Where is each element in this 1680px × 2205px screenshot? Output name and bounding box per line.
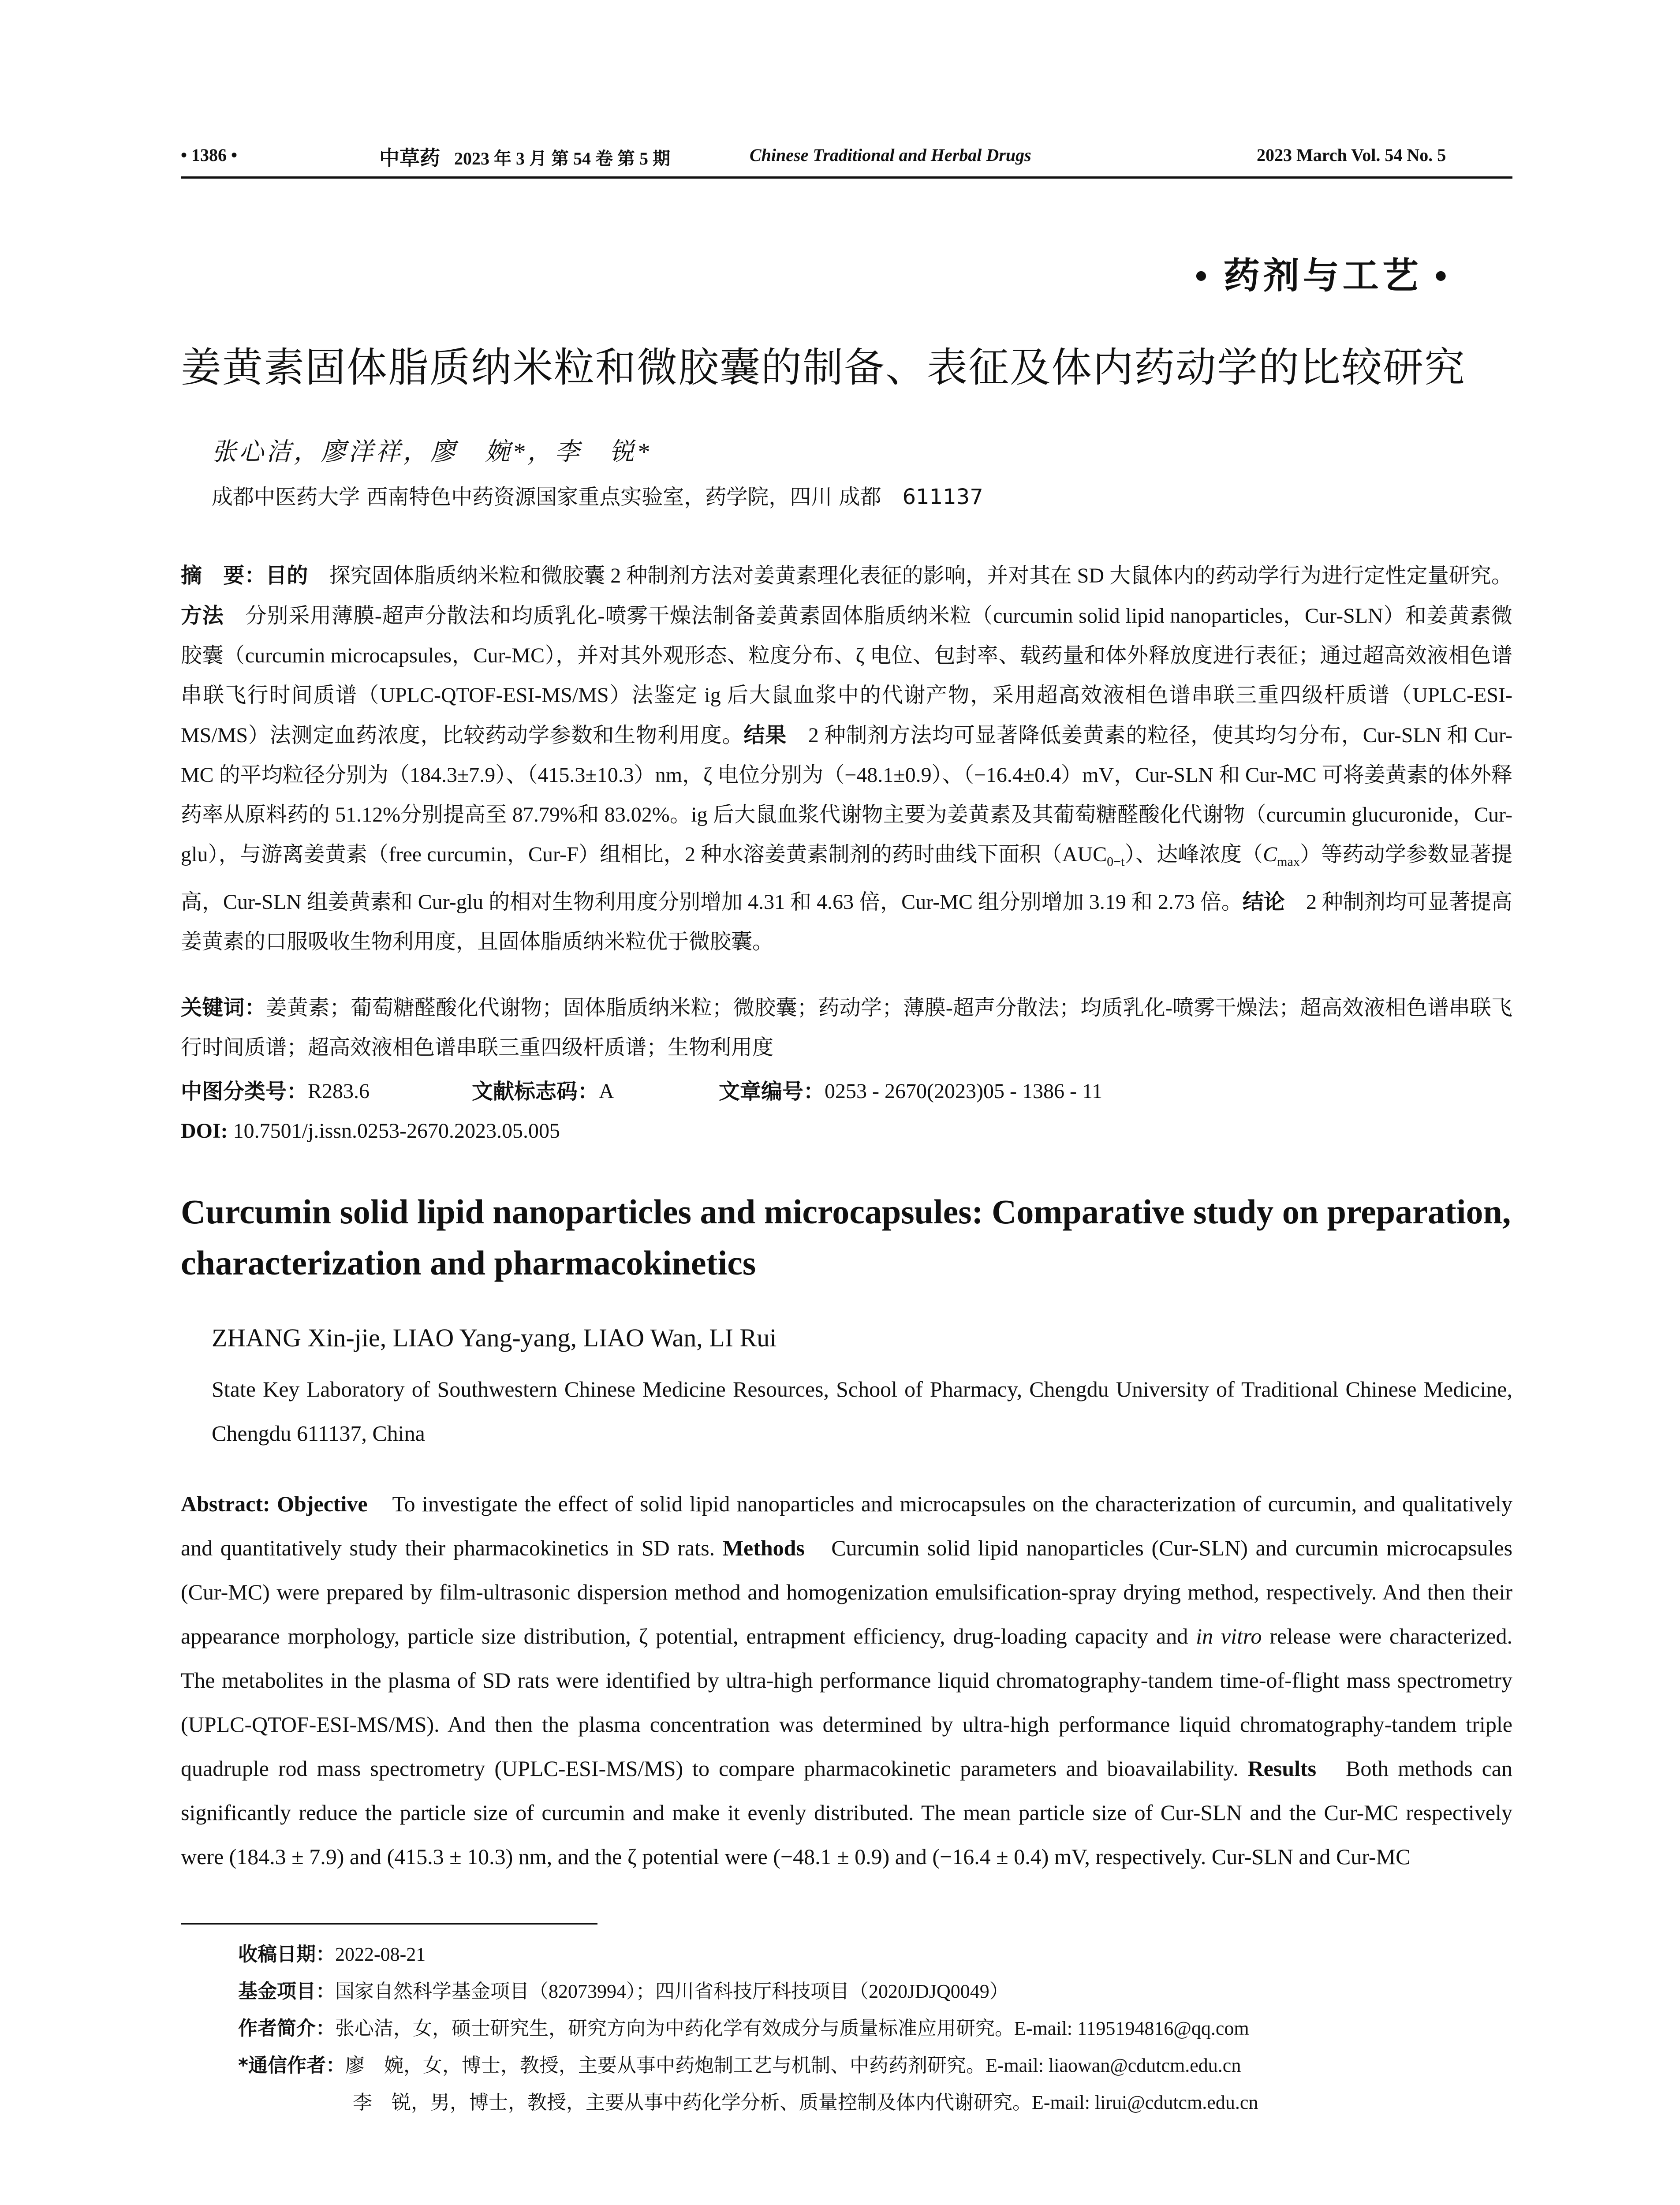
- results-text-cn: 2 种制剂方法均可显著降低姜黄素的粒径，使其均匀分布，Cur-SLN 和 Cur-MC 的平均粒径分别为（184.3±7.9）、（415.3±10.3）nm，ζ 电位分别为（−48.1±0.9）、（−16.4±0.4）mV，Cur-SLN 和 Cur-MC 可将姜黄素的体外释药率从原料药的 51.12%分别提高至 87.79%和 83.02%。ig 后大鼠血浆代谢物主要为姜黄素及其葡萄糖醛酸化代谢物（curcumin glucuronide，Cur-glu），与游离姜黄素（free curcumin，Cur-F）组相比，2 种水溶姜黄素制剂的药时曲线下面积（AUC: [181, 724, 1512, 866]
- issue-cn: 2023 年 3 月 第 54 卷 第 5 期: [454, 149, 670, 168]
- classification-line: [181, 1072, 1512, 1111]
- in-vitro-term: in vitro: [1196, 1624, 1262, 1648]
- results-text-cn-2: ）、达峰浓度（: [1124, 843, 1263, 866]
- results-label-en: Results: [1247, 1756, 1317, 1781]
- received-label: 收稿日期：: [238, 1943, 335, 1966]
- abstract-label-cn: 摘 要：: [181, 563, 266, 588]
- footnote-author: [181, 2010, 1512, 2047]
- corresponding-author-1: 廖 婉，女，博士，教授，主要从事中药炮制工艺与机制、中药药剂研究。E-mail: liaowan@cdutcm.edu.cn: [345, 2055, 1241, 2076]
- auc-subscript: 0−t: [1107, 854, 1125, 869]
- affiliation-en: State Key Laboratory of Southwestern Chinese Medicine Resources, School of Pharmacy, Chengdu University of Traditional Chinese Medicine, Chengdu 611137, China: [212, 1377, 1512, 1446]
- methods-label-en: Methods: [722, 1536, 805, 1560]
- cmax-subscript: max: [1277, 854, 1300, 869]
- clc-value: R283.6: [308, 1080, 370, 1103]
- article-no-label: 文章编号：: [719, 1079, 825, 1104]
- abstract-label-en: Abstract: Objective: [181, 1491, 368, 1516]
- results-label-cn: 结果: [743, 723, 787, 747]
- footnote-received: [181, 1936, 1512, 1973]
- authors-cn: 张心洁，廖洋祥，廖 婉*，李 锐*: [212, 438, 652, 466]
- methods-text-cn: 分别采用薄膜-超声分散法和均质乳化-喷雾干燥法制备姜黄素固体脂质纳米粒（curcumin solid lipid nanoparticles，Cur-SLN）和姜黄素微胶囊（curcumin microcapsules，Cur-MC），并对其外观形态、粒度分布、ζ 电位、包封率、载药量和体外释放度进行表征；通过超高效液相色谱串联飞行时间质谱（UPLC-QTOF-ESI-MS/MS）法鉴定 ig 后大鼠血浆中的代谢产物，采用超高效液相色谱串联三重四级杆质谱（UPLC-ESI-MS/MS）法测定血药浓度，比较药动学参数和生物利用度。: [181, 604, 1512, 747]
- cmax-symbol: C: [1263, 843, 1277, 866]
- footnote-corresponding: [181, 2047, 1512, 2084]
- results-text-cn-3: ）等药动学参数显著提高，Cur-SLN 组姜黄素和 Cur-glu 的相对生物利用度分别增加 4.31 和 4.63 倍，Cur-MC 组分别增加 3.19 和 2.73 倍。: [181, 843, 1512, 914]
- doi-label: DOI:: [181, 1119, 228, 1143]
- doi: [181, 1111, 560, 1151]
- footnote-rule: [181, 1923, 597, 1925]
- corresponding-label: *通信作者：: [238, 2054, 346, 2077]
- conclusion-label-cn: 结论: [1242, 889, 1285, 914]
- methods-text-en: Curcumin solid lipid nanoparticles (Cur-SLN) and curcumin microcapsules (Cur-MC) were prepared by film-ultrasonic dispersion method and homogenization emulsification-spray drying method, respectively. And then their appearance morphology, particle size distribution, ζ potential, entrapment efficiency, drug-loading capacity and: [181, 1536, 1513, 1648]
- affiliation-cn: 成都中医药大学 西南特色中药资源国家重点实验室，药学院，四川 成都 611137: [212, 485, 983, 509]
- corresponding-author-2: 李 锐，男，博士，教授，主要从事中药化学分析、质量控制及体内代谢研究。E-mail: lirui@cdutcm.edu.cn: [353, 2092, 1258, 2113]
- issue-en: 2023 March Vol. 54 No. 5: [1257, 145, 1446, 165]
- footnote-fund: [181, 1973, 1512, 2010]
- journal-name-en: Chinese Traditional and Herbal Drugs: [750, 145, 1031, 165]
- fund-label: 基金项目：: [238, 1980, 335, 2003]
- author-bio-label: 作者简介：: [238, 2017, 335, 2040]
- doi-value[interactable]: 10.7501/j.issn.0253-2670.2023.05.005: [228, 1119, 560, 1143]
- footnote-corresponding-2: [181, 2084, 1512, 2121]
- header-rule: [181, 176, 1512, 179]
- objective-text-cn: 探究固体脂质纳米粒和微胶囊 2 种制剂方法对姜黄素理化表征的影响，并对其在 SD 大鼠体内的药动学行为进行定性定量研究。: [308, 564, 1512, 587]
- objective-label-cn: 目的: [265, 563, 308, 588]
- page-number: • 1386 •: [181, 145, 238, 165]
- methods-label-cn: 方法: [181, 603, 224, 628]
- abstract-cn: [181, 556, 1512, 962]
- running-header: [181, 140, 1512, 176]
- authors-en: ZHANG Xin-jie, LIAO Yang-yang, LIAO Wan, LI Rui: [212, 1323, 777, 1352]
- title-en: Curcumin solid lipid nanoparticles and microcapsules: Comparative study on preparation, characterization and pharmacokinetics: [181, 1192, 1511, 1282]
- abstract-en: [181, 1482, 1512, 1879]
- author-bio-text: 张心洁，女，硕士研究生，研究方向为中药化学有效成分与质量标准应用研究。E-mail: 1195194816@qq.com: [335, 2018, 1249, 2039]
- keywords: [181, 988, 1512, 1068]
- title-cn: 姜黄素固体脂质纳米粒和微胶囊的制备、表征及体内药动学的比较研究: [181, 344, 1466, 391]
- objective-text-en: To investigate the effect of solid lipid nanoparticles and microcapsules on the characterization of curcumin, and qualitatively and quantitatively study their pharmacokinetics in SD rats.: [181, 1491, 1513, 1560]
- keywords-label: 关键词：: [181, 995, 266, 1020]
- fund-text: 国家自然科学基金项目（82073994）；四川省科技厅科技项目（2020JDJQ0049）: [335, 1981, 1009, 2002]
- results-text-en: Both methods can significantly reduce the particle size of curcumin and make it evenly distributed. The mean particle size of Cur-SLN and the Cur-MC respectively were (184.3 ± 7.9) and (415.3 ± 10.3) nm, and the ζ potential were (−48.1 ± 0.9) and (−16.4 ± 0.4) mV, respectively. Cur-SLN and Cur-MC: [181, 1756, 1512, 1869]
- doc-code-label: 文献标志码：: [472, 1079, 599, 1104]
- received-date: 2022-08-21: [335, 1943, 426, 1965]
- doc-code-value: A: [599, 1080, 614, 1103]
- methods-text-en-2: release were characterized. The metabolites in the plasma of SD rats were identified by ultra-high performance liquid chromatography-tandem time-of-flight mass spectrometry (UPLC-QTOF-ESI-MS/MS). And then the plasma concentration was determined by ultra-high performance liquid chromatography-tandem triple quadruple rod mass spectrometry (UPLC-ESI-MS/MS) to compare pharmacokinetic parameters and bioavailability.: [181, 1624, 1512, 1781]
- article-no-value: 0253 - 2670(2023)05 - 1386 - 11: [825, 1080, 1103, 1103]
- footnotes: [181, 1936, 1512, 2121]
- section-label: • 药剂与工艺 •: [1195, 256, 1451, 296]
- conclusion-text-cn: 2 种制剂均可显著提高姜黄素的口服吸收生物利用度，且固体脂质纳米粒优于微胶囊。: [181, 890, 1512, 953]
- clc-label: 中图分类号：: [181, 1079, 308, 1104]
- keywords-text: 姜黄素；葡萄糖醛酸化代谢物；固体脂质纳米粒；微胶囊；药动学；薄膜-超声分散法；均质乳化-喷雾干燥法；超高效液相色谱串联飞行时间质谱；超高效液相色谱串联三重四级杆质谱；生物利用度: [181, 996, 1512, 1059]
- journal-name-cn: 中草药: [379, 147, 440, 169]
